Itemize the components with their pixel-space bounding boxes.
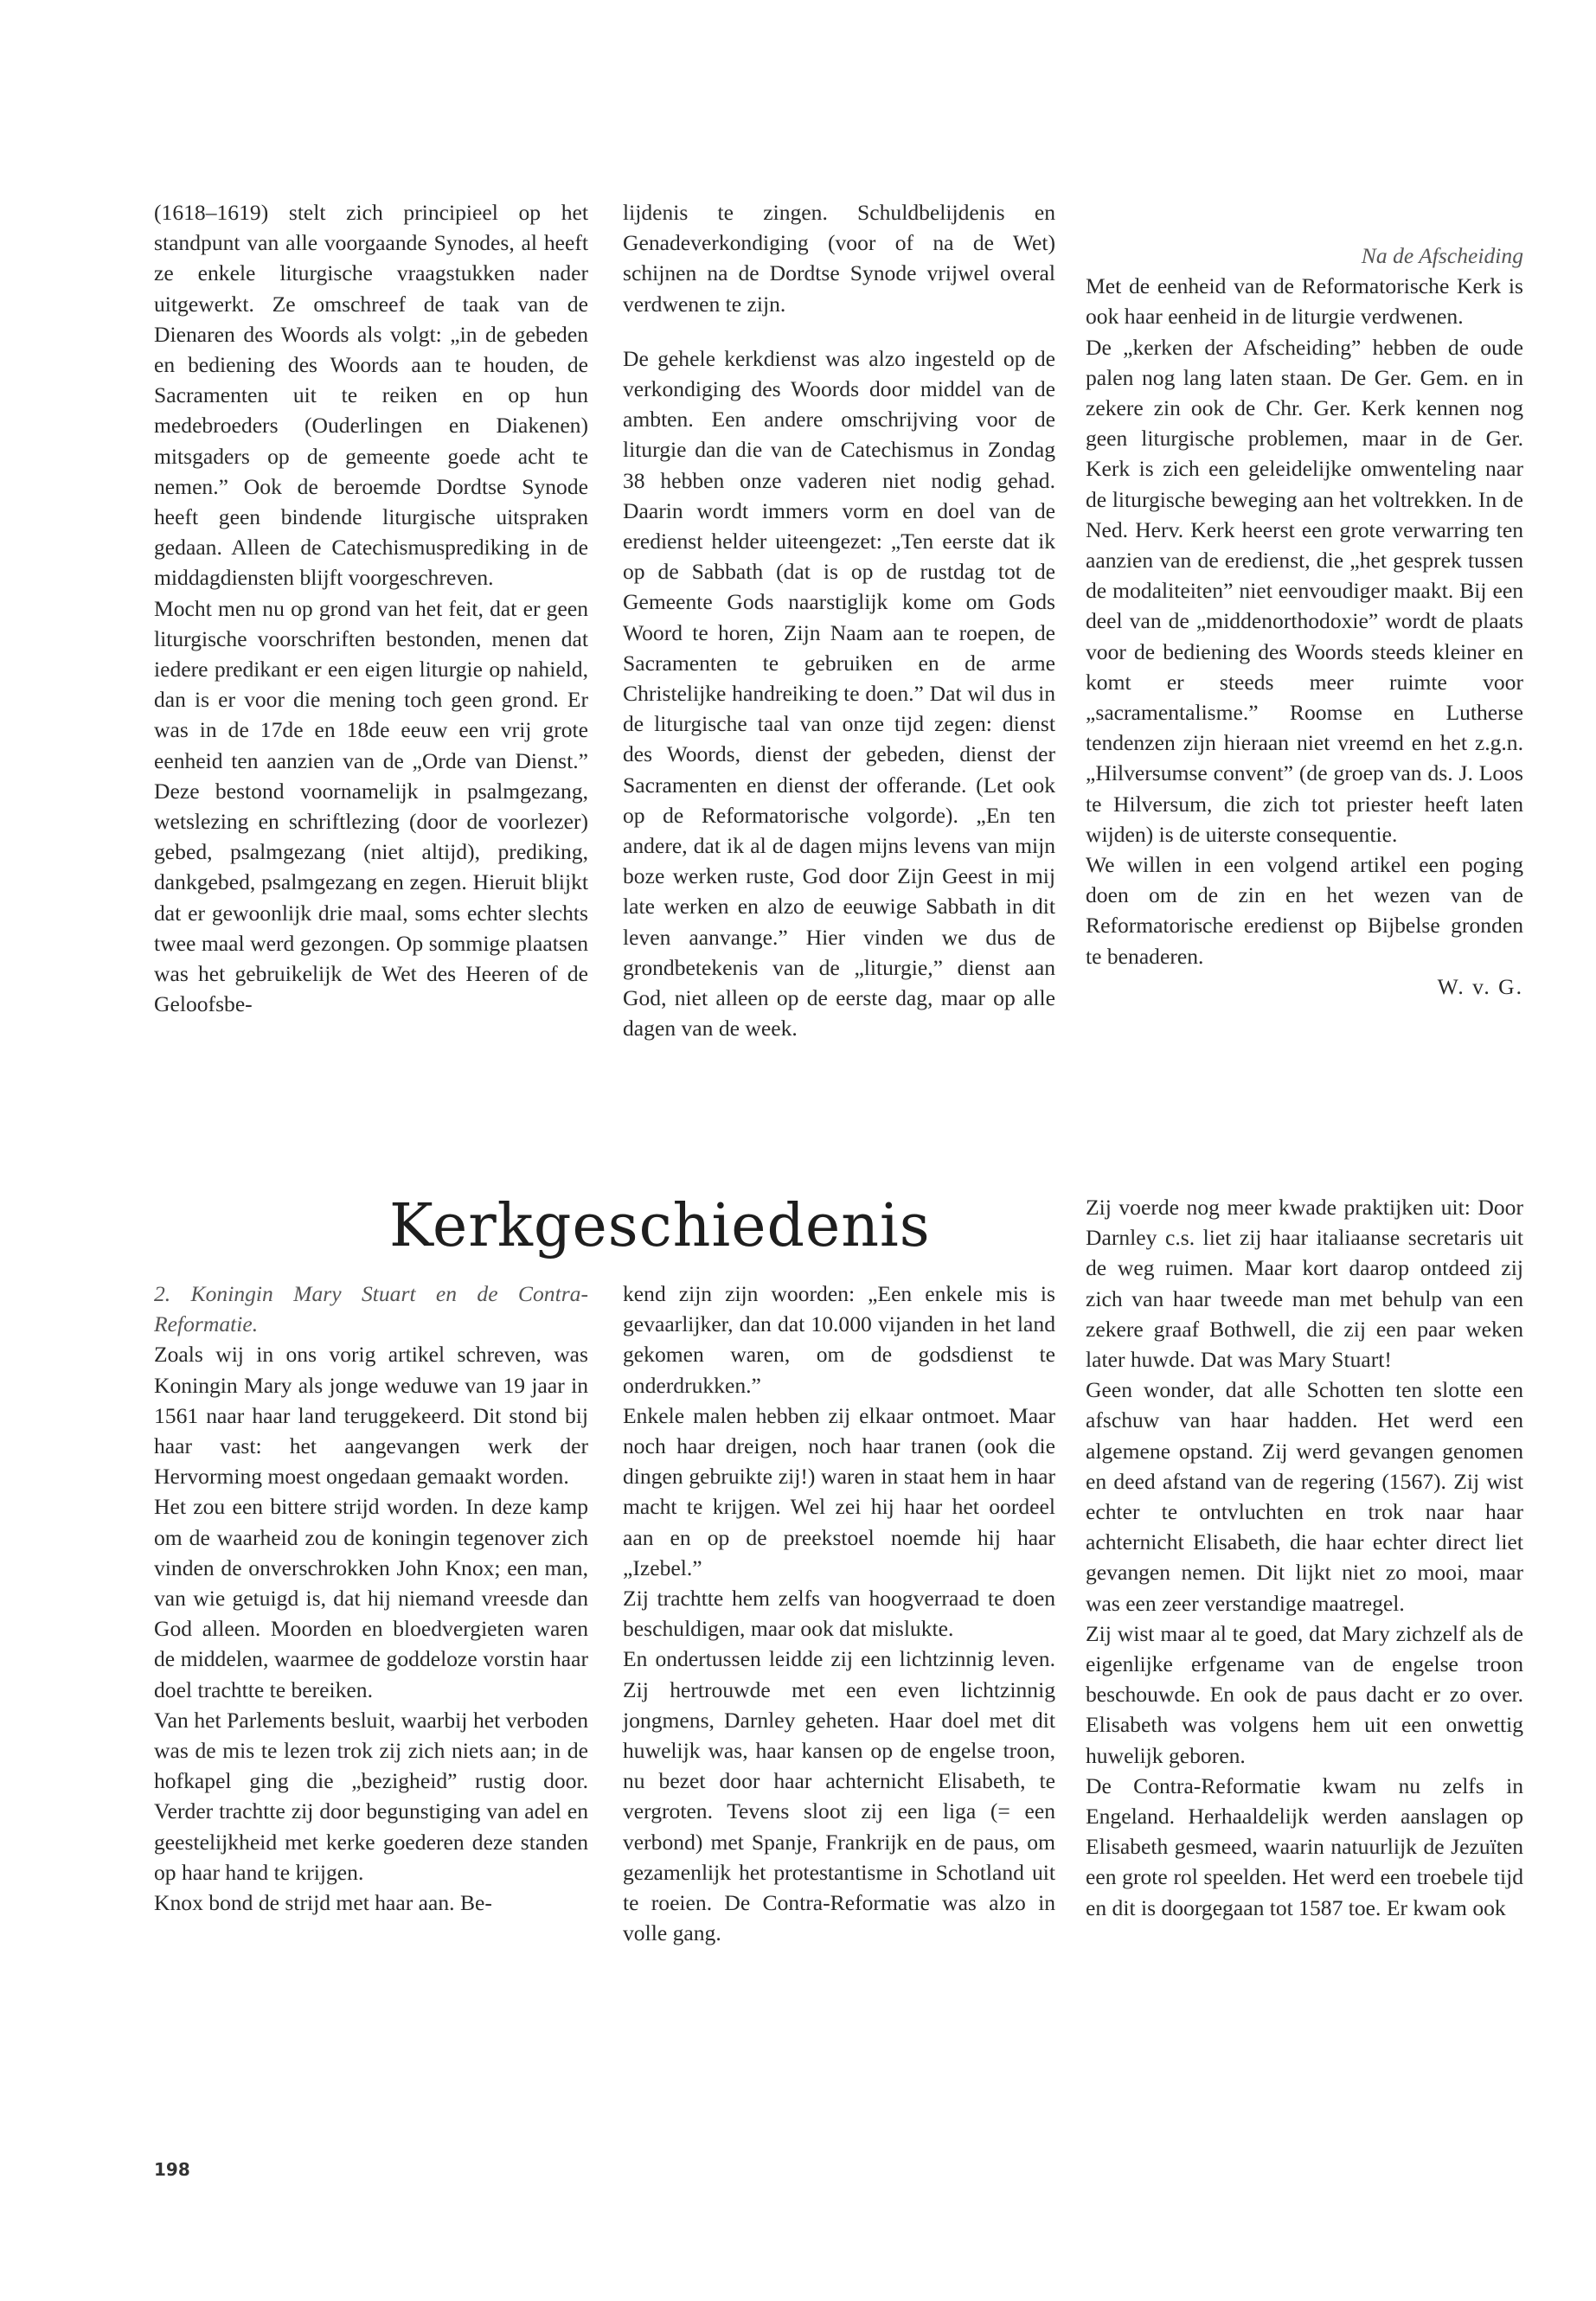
paragraph: Zoals wij in ons vorig artikel schreven, was Koningin Mary als jonge weduwe van 19 jaar in 1561 naar haar land teruggekeerd. Dit stond bij haar vast: het aangevangen werk der Hervorming moest ongedaan gemaakt worden.: [154, 1342, 588, 1490]
paragraph: De „kerken der Afscheiding” hebben de oude palen nog lang laten staan. De Ger. Gem. en in zekere zin ook de Chr. Ger. Kerk kennen nog geen liturgische problemen, maar in de Ger. Kerk is zich een geleidelijke omwenteling naar de liturgische beweging aan het voltrekken. In de Ned. Herv. Kerk heerst een grote verwarring ten aanzien van de eredienst, die „het gesprek tussen de modaliteiten” niet eenvoudiger maakt. Bij een deel van de „middenorthodoxie” wordt de plaats voor de bediening des Woords steeds kleiner en komt er steeds meer ruimte voor „sacramentalisme.” Roomse en Lutherse tendenzen zijn hieraan niet vreemd en het z.g.n. „Hilversumse convent” (de groep van ds. J. Loos te Hilversum, die zich tot priester heeft laten wijden) is de uiterste consequentie.: [1086, 334, 1523, 847]
bottom-column-3: [1086, 1192, 1523, 1923]
paragraph: (1618–1619) stelt zich principieel op het standpunt van alle voorgaande Synodes, al heeft ze enkele liturgische vraagstukken nader uitgewerkt. Ze omschreef de taak van de Dienaren des Woords als volgt: „in de gebeden en bediening des Woords aan te houden, de Sacramenten uit te reiken en op hun medebroeders (Ouderlingen en Diakenen) mitsgaders op de gemeente goede acht te nemen.” Ook de beroemde Dordtse Synode heeft geen bindende liturgische uitspraken gedaan. Alleen de Catechismusprediking in de middagdiensten blijft voorgeschreven.: [154, 200, 588, 591]
paragraph: Mocht men nu op grond van het feit, dat er geen liturgische voorschriften bestonden, menen dat iedere predikant er een eigen liturgie op nahield, dan is er voor die mening toch geen grond. Er was in de 17de en 18de eeuw een vrij grote eenheid ten aanzien van de „Orde van Dienst.” Deze bestond voornamelijk in psalmgezang, wetslezing en schriftlezing (door de voorlezer) gebed, psalmgezang (niet altijd), prediking, dankgebed, psalmgezang en zegen. Hieruit blijkt dat er gewoonlijk drie maal, soms echter slechts twee maal werd gezongen. Op sommige plaatsen was het gebruikelijk de Wet des Heeren of de Geloofsbe-: [154, 595, 588, 1017]
paragraph: Met de eenheid van de Reformatorische Kerk is ook haar eenheid in de liturgie verdwenen.: [1086, 273, 1523, 330]
paragraph: Zij voerde nog meer kwade praktijken uit: Door Darnley c.s. liet zij haar italiaanse secretaris uit de weg ruimen. Maar kort daarop ontdeed zij zich van haar tweede man met behulp van een zekere graaf Bothwell, die zij een paar weken later huwde. Dat was Mary Stuart!: [1086, 1195, 1523, 1373]
paragraph: De Contra-Reformatie kwam nu zelfs in Engeland. Herhaaldelijk werden aanslagen op Elisabeth gesmeed, waarin natuurlijk de Jezuïten een grote rol speelden. Het werd een troebele tijd en dit is doorgegaan tot 1587 toe. Er kwam ook: [1086, 1772, 1523, 1920]
paragraph: Knox bond de strijd met haar aan. Be-: [154, 1890, 492, 1916]
bottom-column-2: [623, 1279, 1055, 1948]
paragraph: En ondertussen leidde zij een lichtzinnig leven. Zij hertrouwde met een even lichtzinnig jongmens, Darnley geheten. Haar doel met dit huwelijk was, haar kansen op de engelse troon, nu bezet door haar achternicht Elisabeth, te vergroten. Tevens sloot zij een liga (= een verbond) met Spanje, Frankrijk en de paus, om gezamenlijk het protestantisme in Schotland uit te roeien. De Contra-Reformatie was alzo in volle gang.: [623, 1646, 1055, 1946]
top-column-3: [1086, 240, 1523, 1002]
paragraph: Zij trachtte hem zelfs van hoogverraad te doen beschuldigen, maar ook dat mislukte.: [623, 1586, 1055, 1642]
signature: W. v. G.: [1437, 973, 1523, 999]
paragraph: Van het Parlements besluit, waarbij het verboden was de mis te lezen trok zij zich niets aan; in de hofkapel ging die „bezigheid” rustig door. Verder trachtte zij door begunstiging van adel en geestelijkheid met kerke goederen deze standen op haar hand te krijgen.: [154, 1707, 588, 1885]
article-title: Kerkgeschiedenis: [389, 1192, 931, 1260]
paragraph: We willen in een volgend artikel een poging doen om de zin en het wezen van de Reformatorische eredienst op Bijbelse gronden te benaderen.: [1086, 852, 1523, 969]
paragraph: Het zou een bittere strijd worden. In deze kamp om de waarheid zou de koningin tegenover zich vinden de onverschrokken John Knox; een man, van wie getuigd is, dat hij niemand vreesde dan God alleen. Moorden en bloedvergieten waren de middelen, waarmee de goddeloze vorstin haar doel trachtte te bereiken.: [154, 1494, 588, 1702]
paragraph: De gehele kerkdienst was alzo ingesteld op de verkondiging des Woords door middel van de ambten. Een andere omschrijving voor de liturgie dan die van de Catechismus in Zondag 38 hebben onze vaderen niet nodig gehad. Daarin wordt immers vorm en doel van de eredienst helder uiteengezet: „Ten eerste dat ik op de Sabbath (dat is op de rustdag tot de Gemeente Gods naarstiglijk kome om Gods Woord te horen, Zijn Naam aan te roepen, de Sacramenten te gebruiken en de arme Christelijke handreiking te doen.” Dat wil dus in de liturgische taal van onze tijd zegen: dienst des Woords, dienst der gebeden, dienst der Sacramenten en dienst der offerande. (Let ook op de Reformatorische volgorde). „En ten andere, dat ik al de dagen mijns levens van mijn boze werken ruste, God door Zijn Geest in mij late werken en alzo de eeuwige Sabbath in dit leven aanvange.” Hier vinden we dus de grondbetekenis van de „liturgie,” dienst aan God, niet alleen op de eerste dag, maar op alle dagen van de week.: [623, 345, 1055, 1042]
section-heading: Na de Afscheiding: [1361, 243, 1523, 268]
paragraph: Geen wonder, dat alle Schotten ten slotte een afschuw van haar hadden. Het werd een algemene opstand. Zij werd gevangen genomen en deed afstand van de regering (1567). Zij wist echter te ontvluchten en trok naar haar achternicht Elisabeth, die haar echter direct liet gevangen nemen. Dit lijkt niet zo mooi, maar was een zeer verstandige maatregel.: [1086, 1377, 1523, 1616]
paragraph: Enkele malen hebben zij elkaar ontmoet. Maar noch haar dreigen, noch haar tranen (ook die dingen gebruikte zij!) waren in staat hem in haar macht te krijgen. Wel zei hij haar het oordeel aan en op de preekstoel noemde hij haar „Izebel.”: [623, 1402, 1055, 1580]
paragraph: kend zijn zijn woorden: „Een enkele mis is gevaarlijker, dan dat 10.000 vijanden in het land gekomen waren, om de godsdienst te onderdrukken.”: [623, 1281, 1055, 1398]
paragraph: Zij wist maar al te goed, dat Mary zichzelf als de eigenlijke erfgename van de engelse troon beschouwde. En ook de paus dacht er zo over. Elisabeth was volgens hem uit een onwettig huwelijk geboren.: [1086, 1620, 1523, 1768]
page-number: 198: [154, 2159, 190, 2180]
top-column-2: [623, 197, 1055, 1043]
article-subtitle: 2. Koningin Mary Stuart en de Contra-Reformatie.: [154, 1281, 588, 1337]
bottom-column-1: [154, 1279, 588, 1918]
top-column-1: [154, 197, 588, 1019]
paragraph: lijdenis te zingen. Schuldbelijdenis en Genadeverkondiging (voor of na de Wet) schijnen na de Dordtse Synode vrijwel overal verdwenen te zijn.: [623, 200, 1055, 317]
